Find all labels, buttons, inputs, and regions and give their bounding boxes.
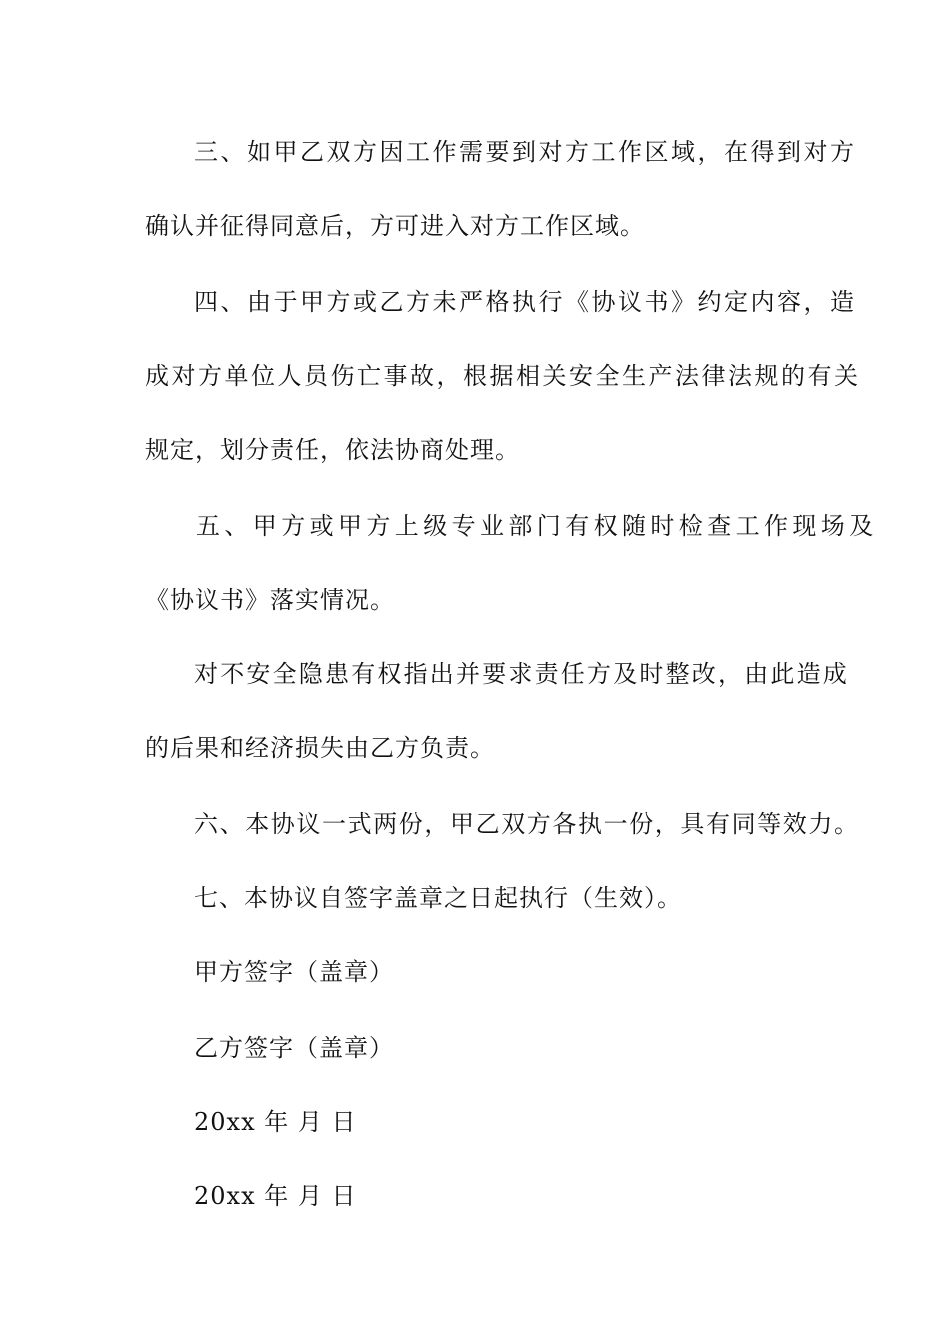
party-a-signature: 甲方签字（盖章） xyxy=(194,958,394,986)
hazard-paragraph-line-2: 的后果和经济损失由乙方负责。 xyxy=(145,734,495,762)
clause-3-line-2: 确认并征得同意后，方可进入对方工作区域。 xyxy=(145,212,645,240)
clause-7: 七、本协议自签字盖章之日起执行（生效）。 xyxy=(194,884,682,912)
hazard-paragraph-line-1: 对不安全隐患有权指出并要求责任方及时整改，由此造成 xyxy=(194,660,849,688)
clause-5-line-2: 《协议书》落实情况。 xyxy=(145,586,395,614)
date-line-1: 20xx 年 月 日 xyxy=(194,1108,357,1136)
clause-3-line-1: 三、如甲乙双方因工作需要到对方工作区域，在得到对方 xyxy=(194,138,857,166)
clause-4-line-3: 规定，划分责任，依法协商处理。 xyxy=(145,436,520,464)
clause-4-line-1: 四、由于甲方或乙方未严格执行《协议书》约定内容，造 xyxy=(194,288,857,316)
date-line-2: 20xx 年 月 日 xyxy=(194,1182,357,1210)
clause-4-line-2: 成对方单位人员伤亡事故，根据相关安全生产法律法规的有关 xyxy=(145,362,861,390)
clause-5-line-1: 五、甲方或甲方上级专业部门有权随时检查工作现场及 xyxy=(196,512,878,540)
clause-6: 六、本协议一式两份，甲乙双方各执一份，具有同等效力。 xyxy=(194,810,860,838)
party-b-signature: 乙方签字（盖章） xyxy=(194,1034,394,1062)
